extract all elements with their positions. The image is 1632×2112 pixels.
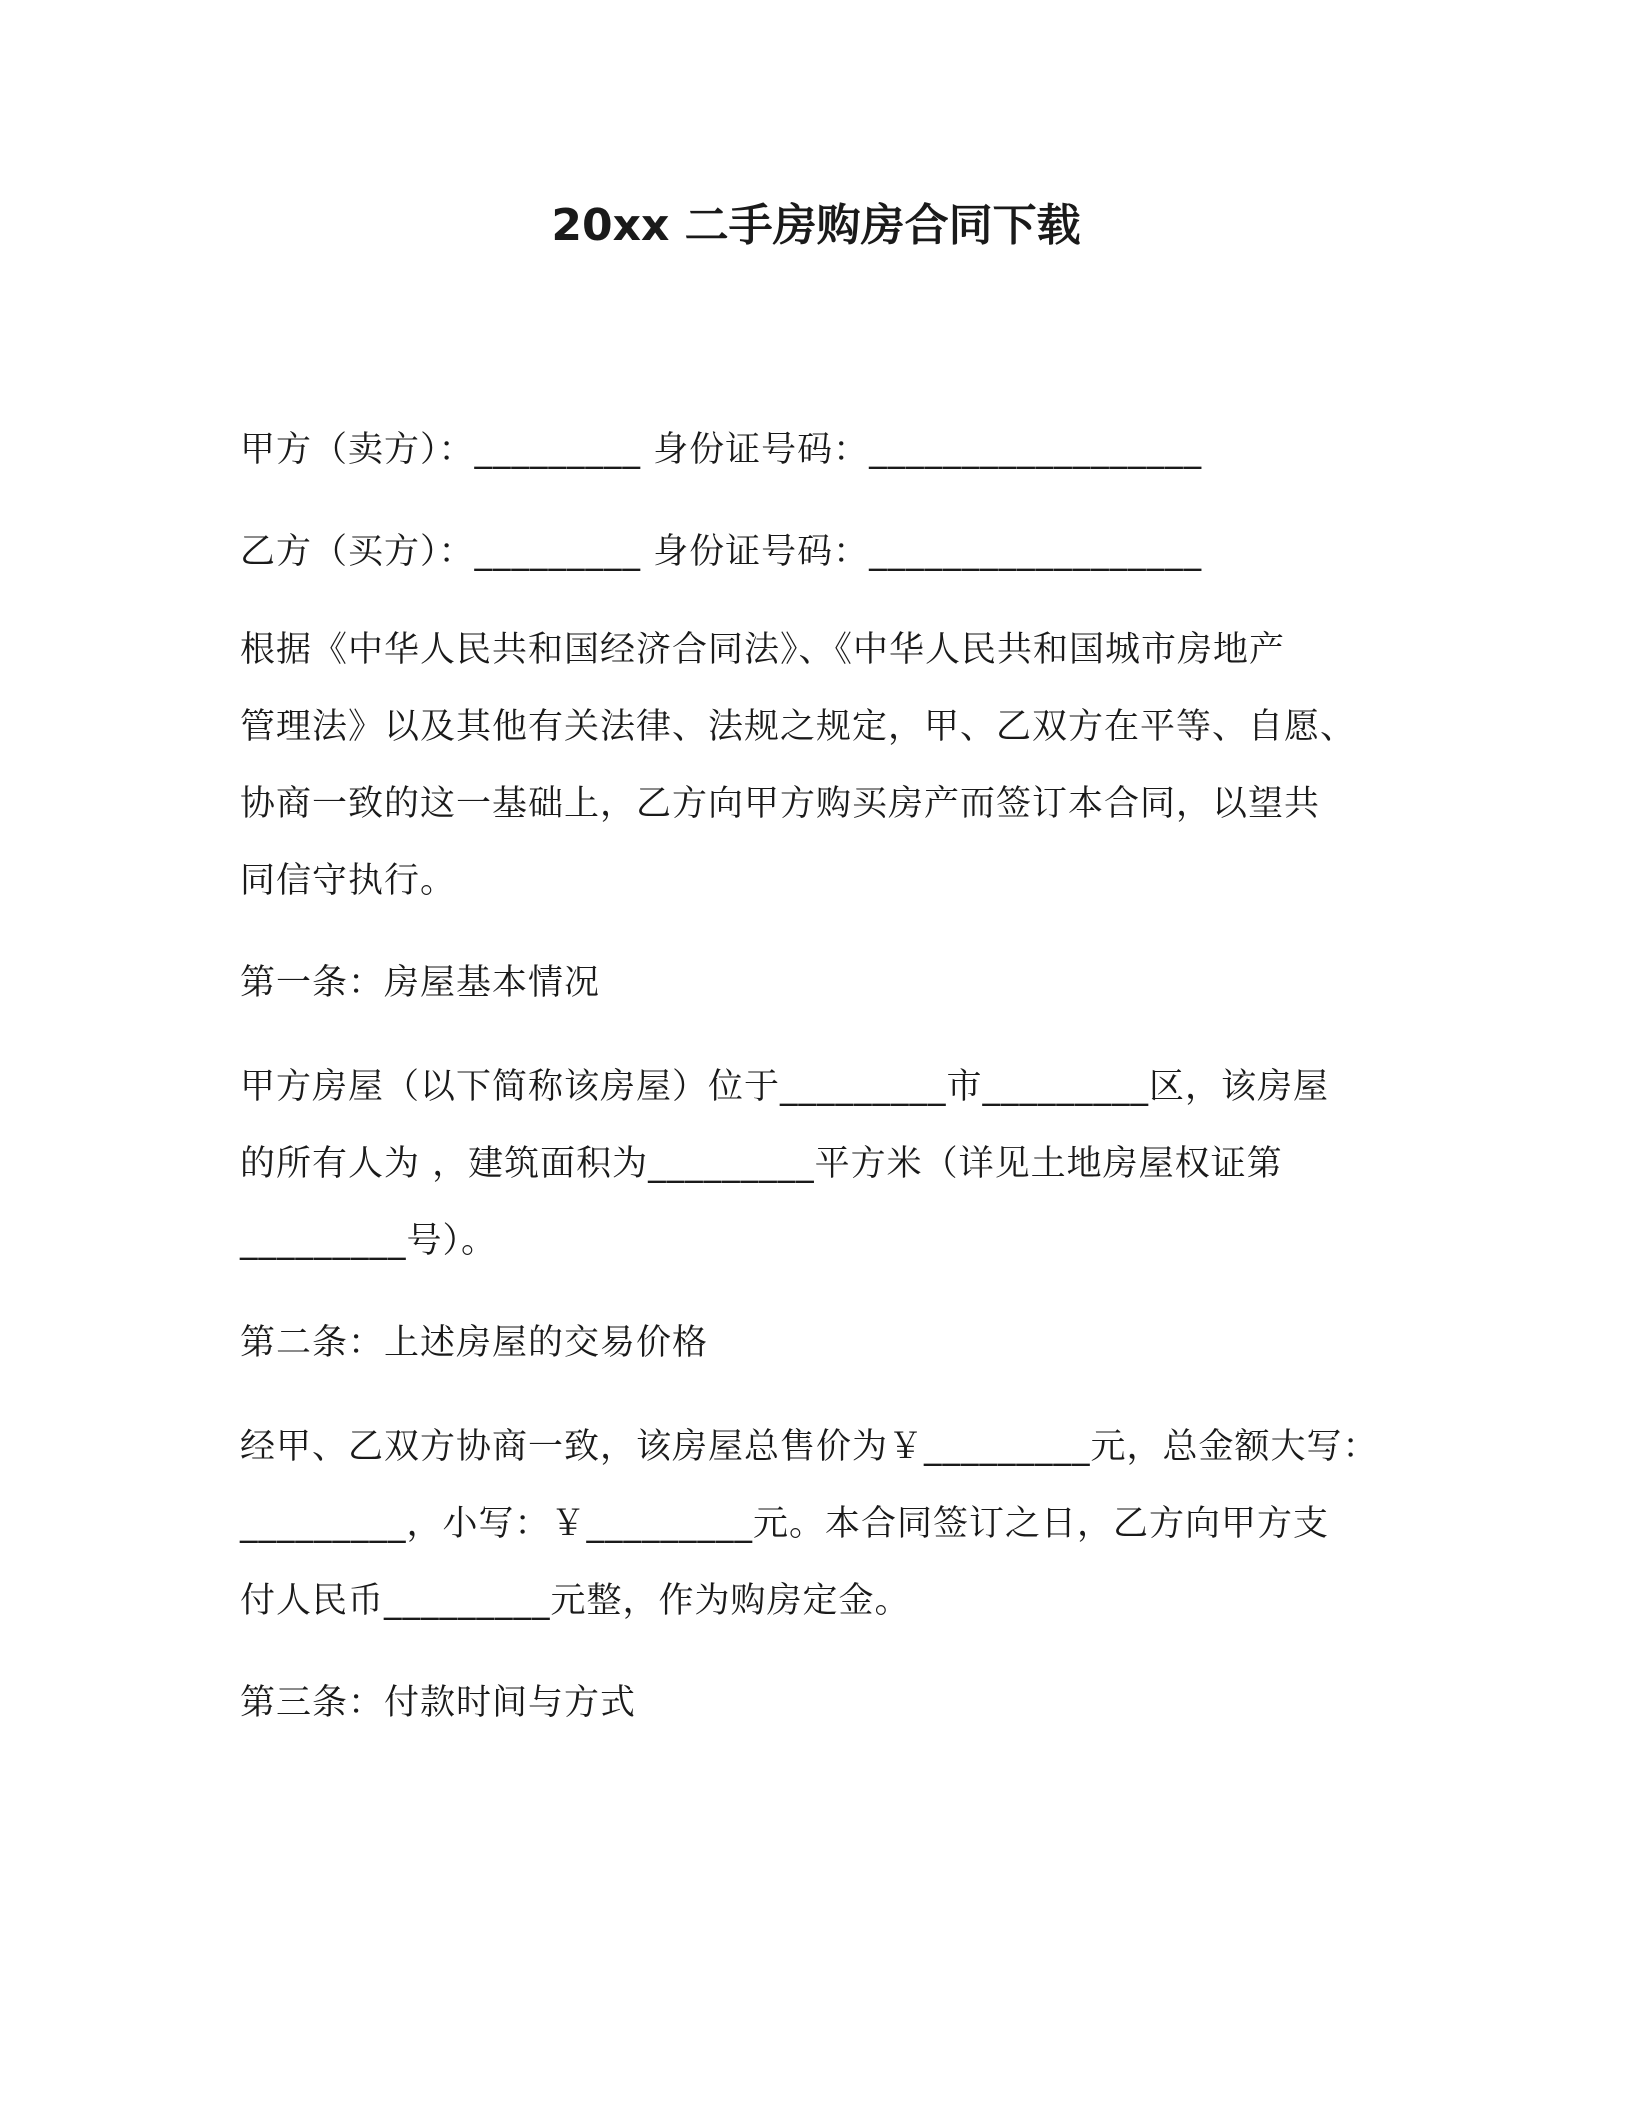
party-a-line: 甲方（卖方）：_________ 身份证号码：__________________ <box>240 430 1203 470</box>
article-2-line: _________，小写：￥_________元。本合同签订之日，乙方向甲方支 <box>240 1504 1330 1544</box>
document-title: 20xx 二手房购房合同下载 <box>551 200 1081 251</box>
article-2-line: 付人民币_________元整，作为购房定金。 <box>240 1581 911 1621</box>
article-2-line: 经甲、乙双方协商一致，该房屋总售价为￥_________元，总金额大写： <box>240 1427 1379 1467</box>
article-1-heading: 第一条：房屋基本情况 <box>240 963 601 1003</box>
article-2-heading: 第二条：上述房屋的交易价格 <box>240 1323 709 1363</box>
article-1-line: _________号）。 <box>240 1221 498 1261</box>
preamble-line: 同信守执行。 <box>240 861 457 901</box>
preamble-line: 协商一致的这一基础上，乙方向甲方购买房产而签订本合同，以望共 <box>240 784 1321 824</box>
article-1-line: 的所有人为 ，建筑面积为_________平方米（详见土地房屋权证第 <box>240 1144 1283 1184</box>
article-3-heading: 第三条：付款时间与方式 <box>240 1683 637 1723</box>
preamble-line: 管理法》以及其他有关法律、法规之规定，甲、乙双方在平等、自愿、 <box>240 707 1357 747</box>
preamble-line: 根据《中华人民共和国经济合同法》、《中华人民共和国城市房地产 <box>240 630 1286 670</box>
party-b-line: 乙方（买方）：_________ 身份证号码：__________________ <box>240 532 1203 572</box>
article-1-line: 甲方房屋（以下简称该房屋）位于_________市_________区，该房屋 <box>240 1067 1330 1107</box>
